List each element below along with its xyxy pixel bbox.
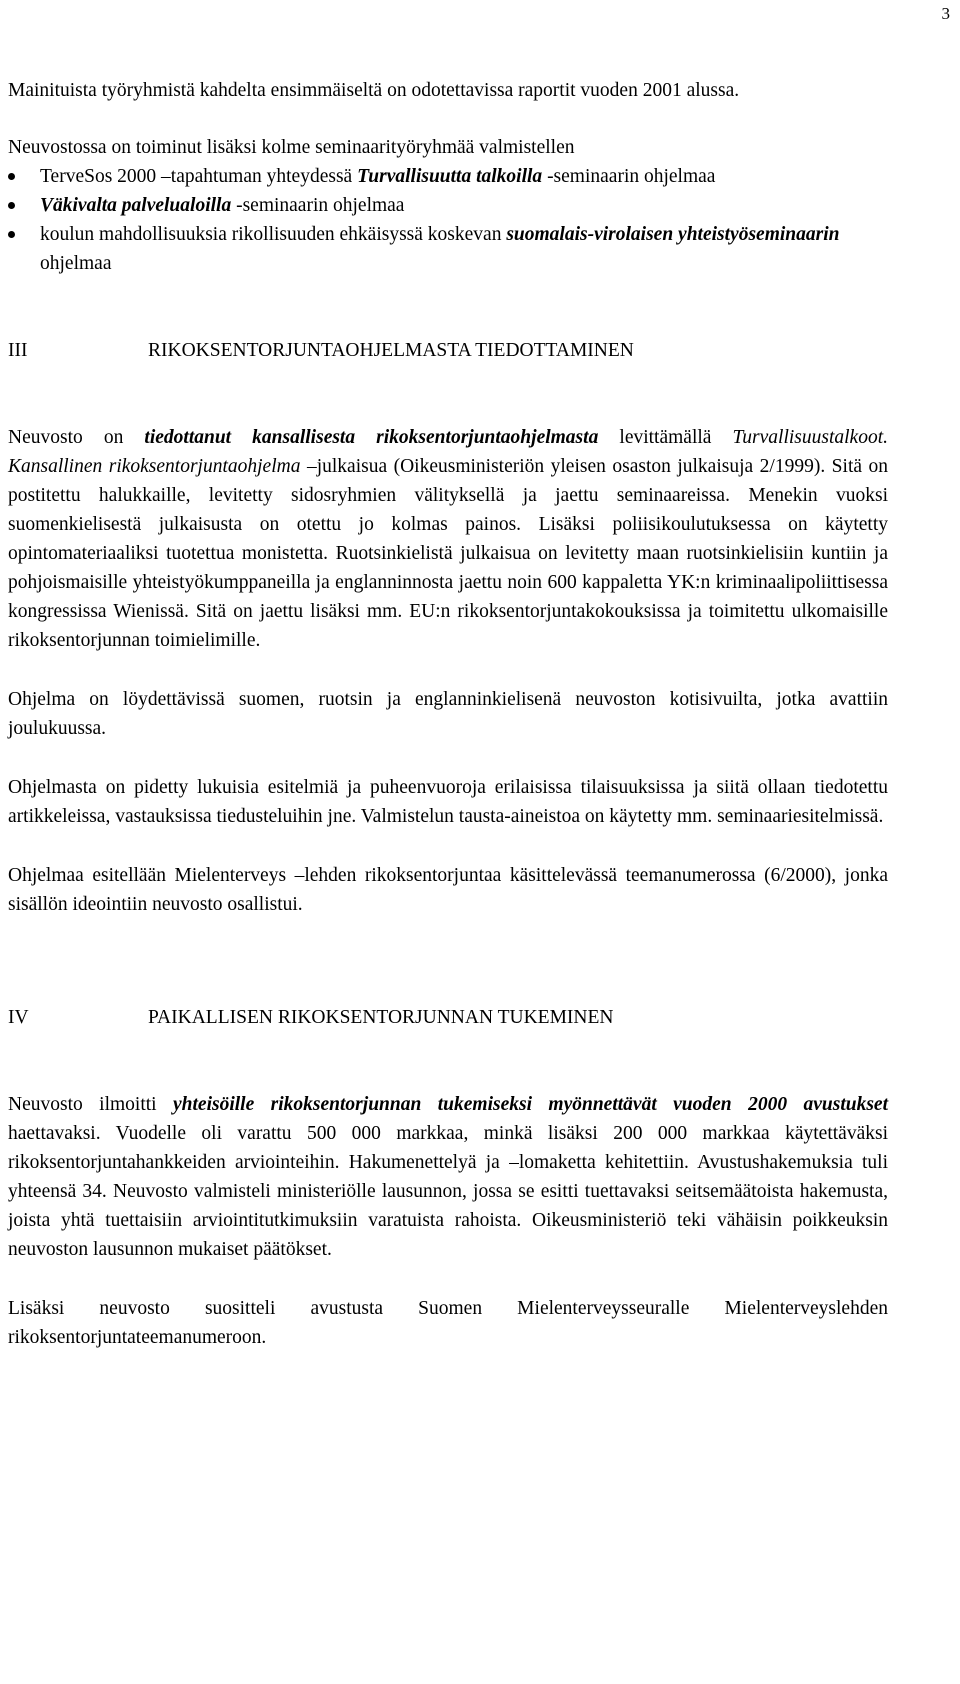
spacer bbox=[8, 365, 888, 423]
section3-paragraph-3: Ohjelmasta on pidetty lukuisia esitelmiä ja puheenvuoroja erilaisissa tilaisuuksissa ja siitä ollaan tiedotettu artikkeleissa, vastauksissa tiedusteluihin jne. Valmistelun tausta-aineistoa on käytetty mm. seminaariesitelmissä. bbox=[8, 777, 888, 827]
list-item-post: -seminaarin ohjelmaa bbox=[231, 195, 405, 216]
text-run: –julkaisua (Oikeusministeriön yleisen osaston julkaisuja 2/1999). Sitä on postitettu halukkaille, levitetty sidosryhmien välityksellä ja jaettu seminaareissa. Menekin vuoksi suomenkielisestä julkaisusta on otettu jo kolmas painos. Lisäksi poliisikoulutuksessa on käytetty opintomateriaaliksi tuotettua monistetta. Ruotsinkielistä julkaisua on levitetty maan ruotsinkielisiin kuntiin ja pohjoismaisille yhteistyökumppaneilla ja englanninnosta jaettu noin 600 kappaletta YK:n kriminaalipoliittisessa kongressissa Wienissä. Sitä on jaettu lisäksi mm. EU:n rikoksentorjuntakokouksissa ja toimitettu ulkomaisille rikoksentorjunnan toimielimille. bbox=[8, 456, 888, 651]
list-item bbox=[8, 162, 888, 191]
section-title: RIKOKSENTORJUNTAOHJELMASTA TIEDOTTAMINEN bbox=[148, 340, 634, 361]
section-number: IV bbox=[8, 1007, 29, 1028]
list-item-emphasis: Turvallisuutta talkoilla bbox=[357, 166, 543, 187]
page-number: 3 bbox=[941, 4, 950, 23]
spacer bbox=[8, 655, 888, 685]
text-run: haettavaksi. Vuodelle oli varattu 500 000 markkaa, minkä lisäksi 200 000 markkaa käytettäväksi rikoksentorjuntahankkeiden arviointeihin. Hakumenettelyä ja –lomaketta kehitettiin. Avustushakemuksia tuli yhteensä 34. Neuvosto valmisteli ministeriölle lausunnon, jossa se esitti tuettavaksi seitsemäätoista hakemusta, joista yhtä tuettaisiin arviointitutkimuksiin varatuista rahoista. Oikeusministeriö teki vähäisin poikkeuksin neuvoston lausunnon mukaiset päätökset. bbox=[8, 1123, 888, 1260]
list-item-post: -seminaarin ohjelmaa bbox=[542, 166, 716, 187]
list-item bbox=[8, 191, 888, 220]
list-item-emphasis: suomalais-virolaisen yhteistyöseminaarin bbox=[506, 224, 840, 245]
section-heading-iii bbox=[8, 336, 888, 365]
list-item-post: ohjelmaa bbox=[40, 253, 112, 274]
section-title: PAIKALLISEN RIKOKSENTORJUNNAN TUKEMINEN bbox=[148, 1007, 614, 1028]
text-run: levittämällä bbox=[598, 427, 733, 448]
section3-paragraph-1 bbox=[8, 423, 888, 655]
seminar-list bbox=[8, 162, 888, 278]
section4-paragraph-2: Lisäksi neuvosto suositteli avustusta Suomen Mielenterveysseuralle Mielenterveyslehden rikoksentorjuntateemanumeroon. bbox=[8, 1298, 888, 1348]
spacer bbox=[8, 919, 888, 1003]
spacer bbox=[8, 278, 888, 336]
spacer bbox=[8, 105, 888, 133]
document-body bbox=[8, 76, 888, 1352]
publication-title: Turvallisuustalkoot. Kansallinen rikoksentorjuntaohjelma bbox=[8, 427, 889, 477]
seminars-lead: Neuvostossa on toiminut lisäksi kolme seminaarityöryhmää valmistellen bbox=[8, 137, 575, 158]
spacer bbox=[8, 1264, 888, 1294]
list-item-emphasis: Väkivalta palvelualoilla bbox=[40, 195, 232, 216]
bullet-icon bbox=[8, 173, 15, 180]
section-heading-iv bbox=[8, 1003, 888, 1032]
text-run: Neuvosto on bbox=[8, 427, 145, 448]
emphasis: yhteisöille rikoksentorjunnan tukemiseksi myönnettävät vuoden 2000 avustukset bbox=[173, 1094, 889, 1115]
emphasis: tiedottanut kansallisesta rikoksentorjuntaohjelmasta bbox=[144, 427, 599, 448]
section3-paragraph-4: Ohjelmaa esitellään Mielenterveys –lehden rikoksentorjuntaa käsittelevässä teemanumerossa (6/2000), jonka sisällön ideointiin neuvosto osallistui. bbox=[8, 865, 888, 915]
bullet-icon bbox=[8, 202, 15, 209]
list-item bbox=[8, 220, 888, 278]
text-run: Neuvosto ilmoitti bbox=[8, 1094, 174, 1115]
spacer bbox=[8, 831, 888, 861]
spacer bbox=[8, 743, 888, 773]
intro-paragraph: Mainituista työryhmistä kahdelta ensimmäiseltä on odotettavissa raportit vuoden 2001 alussa. bbox=[8, 80, 740, 101]
list-item-pre: TerveSos 2000 –tapahtuman yhteydessä bbox=[40, 166, 358, 187]
section4-paragraph-1 bbox=[8, 1090, 888, 1264]
list-item-pre: koulun mahdollisuuksia rikollisuuden ehkäisyssä koskevan bbox=[40, 224, 507, 245]
spacer bbox=[8, 1032, 888, 1090]
bullet-icon bbox=[8, 231, 15, 238]
section-number: III bbox=[8, 340, 28, 361]
section3-paragraph-2: Ohjelma on löydettävissä suomen, ruotsin ja englanninkielisenä neuvoston kotisivuilta, jotka avattiin joulukuussa. bbox=[8, 689, 888, 739]
